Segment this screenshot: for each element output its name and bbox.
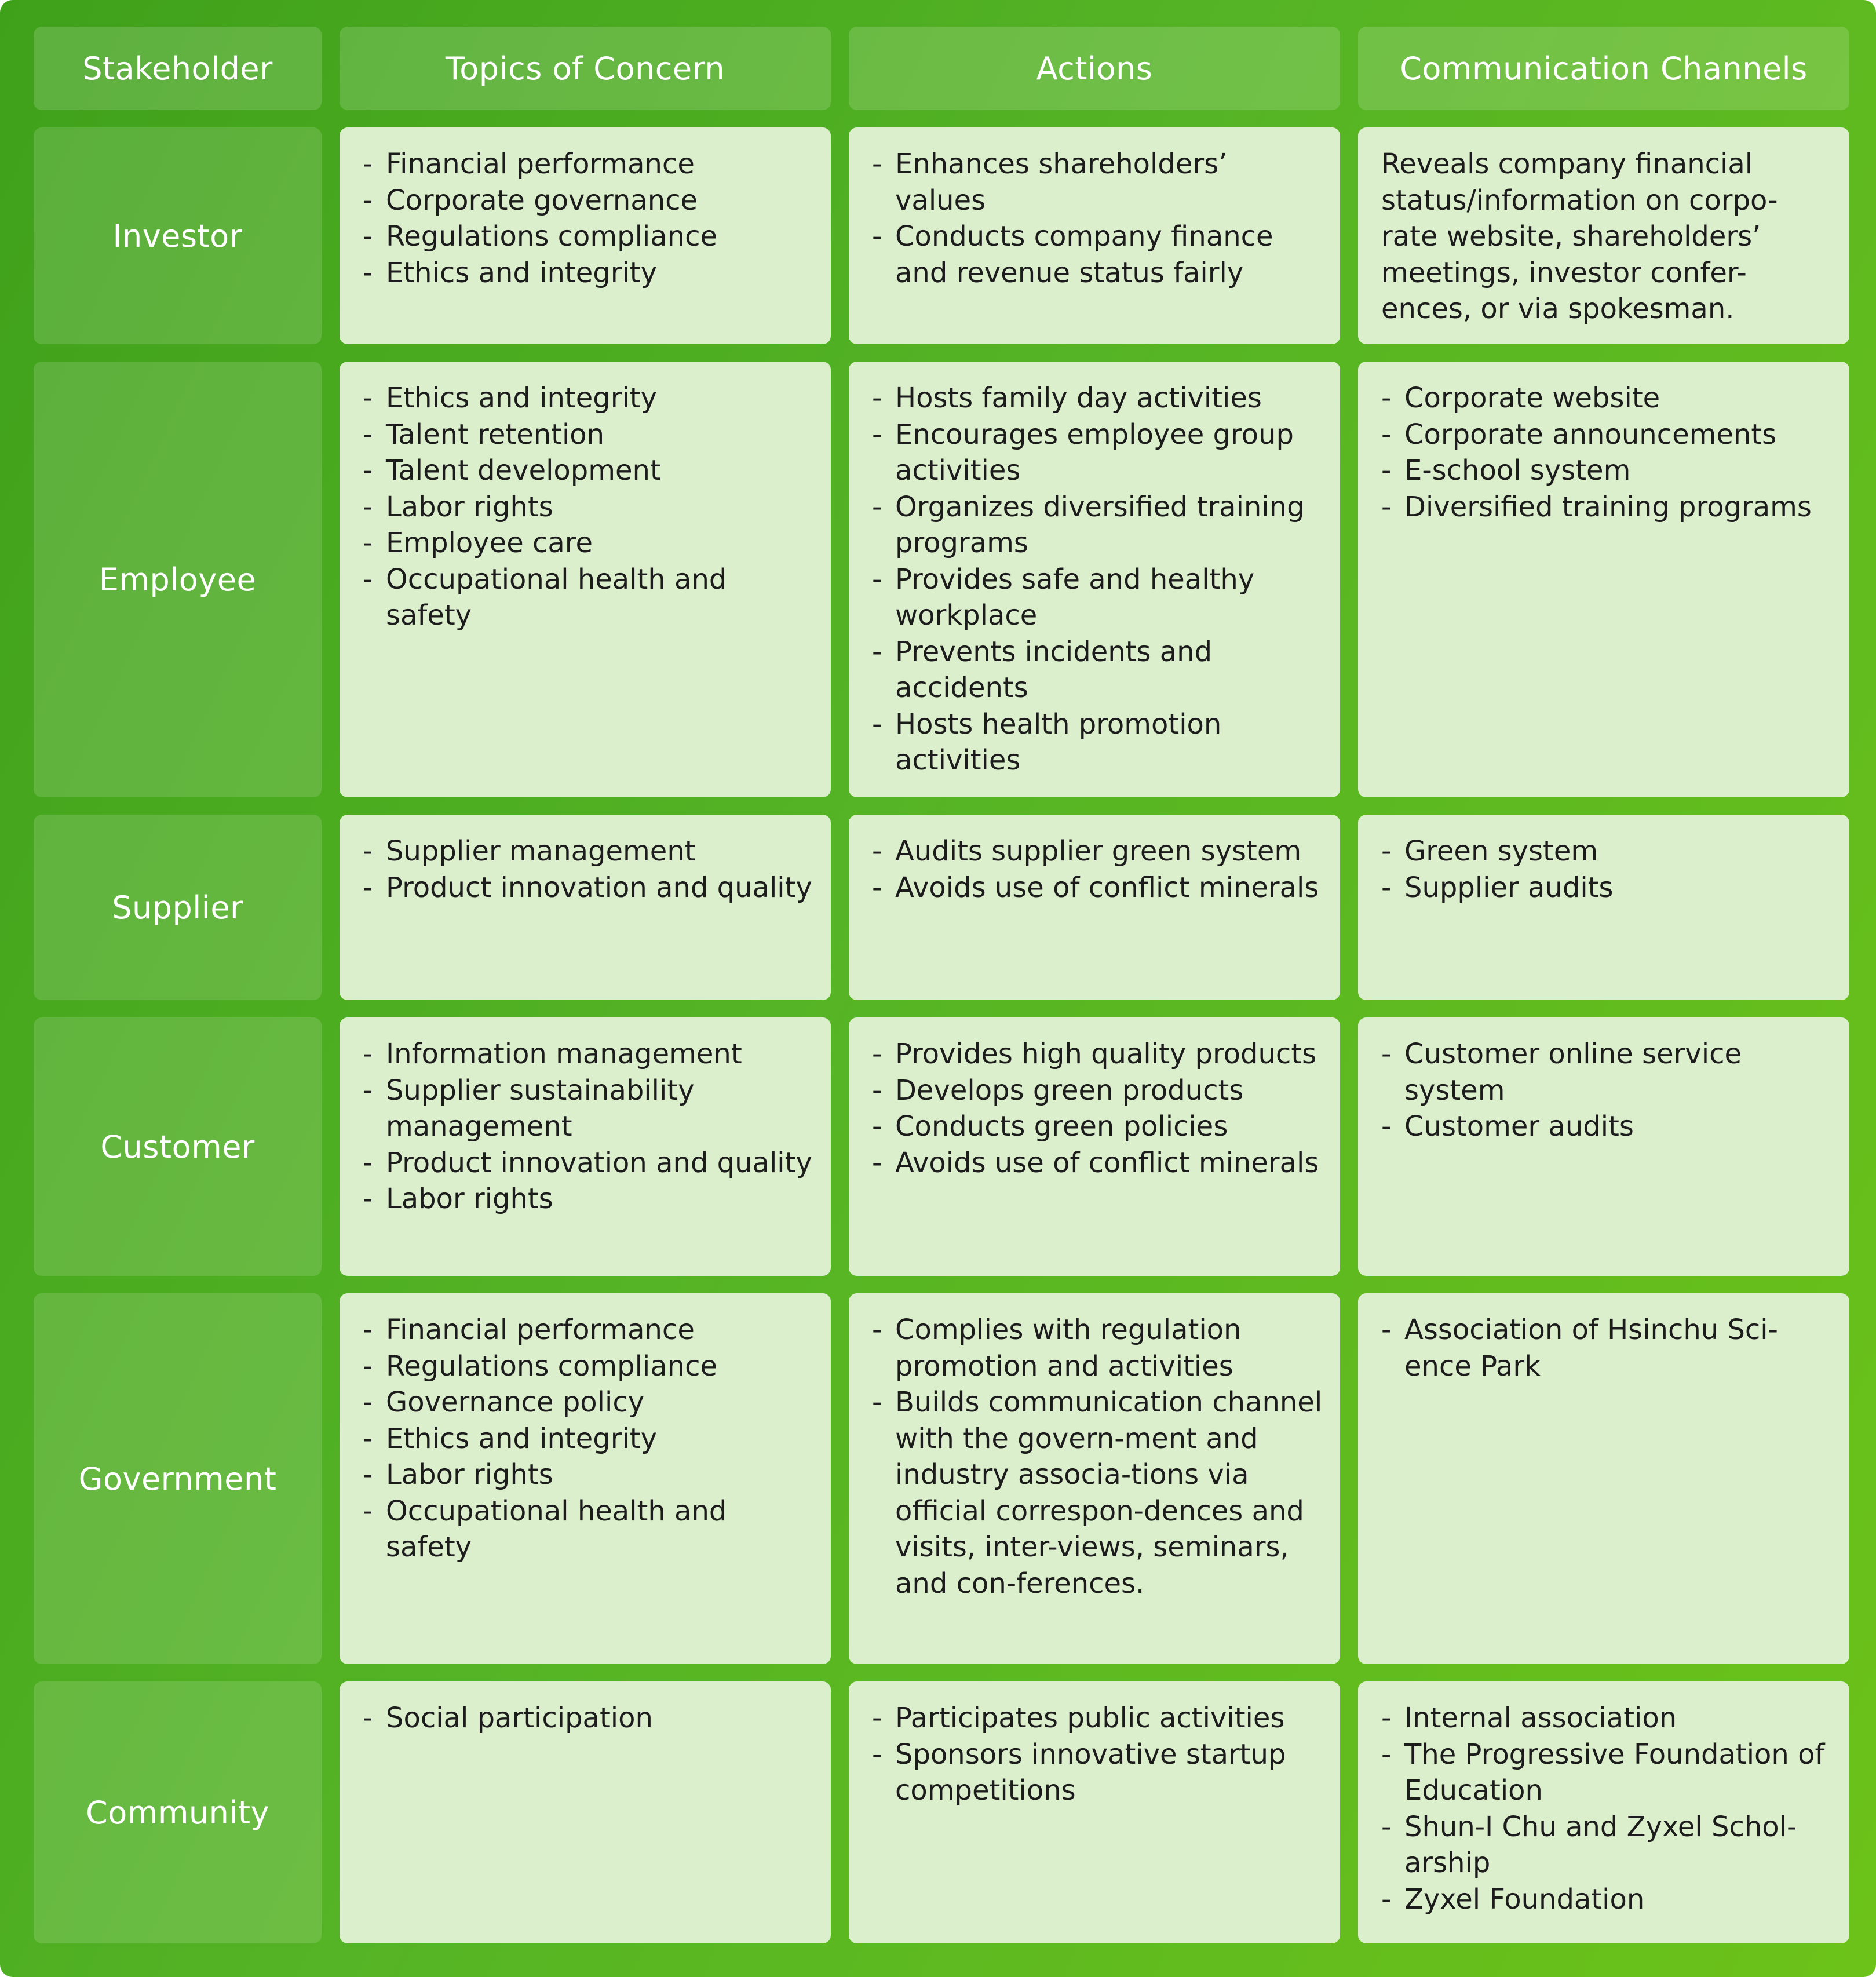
list-item: - Avoids use of conflict minerals	[872, 1145, 1323, 1181]
list-item: - Product innovation and quality	[363, 870, 813, 906]
government-channels-list	[1381, 1312, 1832, 1384]
community-topics-cell	[340, 1681, 831, 1943]
government-topics-list	[363, 1312, 813, 1566]
list-item: - Sponsors innovative startup competitions	[872, 1737, 1323, 1809]
customer-channels-cell	[1358, 1017, 1849, 1276]
list-item: - Audits supplier green system	[872, 833, 1323, 870]
list-item: - Encourages employee group activities	[872, 417, 1323, 489]
list-item: - Hosts health promotion activities	[872, 706, 1323, 779]
employee-topics-list	[363, 380, 813, 634]
list-item: - Complies with regulation promotion and activities	[872, 1312, 1323, 1384]
employee-actions-list	[872, 380, 1323, 779]
list-item: - Supplier management	[363, 833, 813, 870]
community-actions-list	[872, 1700, 1323, 1809]
list-item: - Provides safe and healthy workplace	[872, 561, 1323, 634]
list-item: - Conducts company finance and revenue status fairly	[872, 218, 1323, 291]
list-item: - Labor rights	[363, 1181, 813, 1217]
supplier-channels-list	[1381, 833, 1832, 906]
list-item: - Labor rights	[363, 489, 813, 526]
list-item: - Product innovation and quality	[363, 1145, 813, 1181]
customer-actions-list	[872, 1036, 1323, 1181]
header-stakeholder: Stakeholder	[34, 27, 322, 110]
investor-topics-cell	[340, 127, 831, 344]
employee-channels-cell	[1358, 362, 1849, 797]
employee-topics-cell	[340, 362, 831, 797]
stakeholder-government: Government	[34, 1293, 322, 1664]
list-item: - Information management	[363, 1036, 813, 1073]
list-item: - Zyxel Foundation	[1381, 1881, 1832, 1918]
stakeholder-community: Community	[34, 1681, 322, 1943]
customer-topics-list	[363, 1036, 813, 1217]
list-item: - Ethics and integrity	[363, 1421, 813, 1457]
supplier-topics-list	[363, 833, 813, 906]
header-topics-of-concern: Topics of Concern	[340, 27, 831, 110]
list-item: - Conducts green policies	[872, 1108, 1323, 1145]
government-actions-cell	[849, 1293, 1340, 1664]
list-item: - Diversified training programs	[1381, 489, 1832, 526]
list-item: - Shun-I Chu and Zyxel Schol-arship	[1381, 1809, 1832, 1881]
stakeholder-supplier: Supplier	[34, 815, 322, 1000]
list-item: - Builds communication channel with the govern-ment and industry associa-tions via official correspon-dences and visits, inter-views, seminars, and con-ferences.	[872, 1384, 1323, 1602]
stakeholder-customer: Customer	[34, 1017, 322, 1276]
list-item: - Association of Hsinchu Sci-ence Park	[1381, 1312, 1832, 1384]
community-actions-cell	[849, 1681, 1340, 1943]
list-item: - Regulations compliance	[363, 218, 813, 255]
customer-topics-cell	[340, 1017, 831, 1276]
list-item: - Corporate governance	[363, 183, 813, 219]
community-channels-cell	[1358, 1681, 1849, 1943]
investor-topics-list	[363, 146, 813, 291]
government-actions-list	[872, 1312, 1323, 1602]
list-item: - Governance policy	[363, 1384, 813, 1421]
list-item: - Green system	[1381, 833, 1832, 870]
list-item: - Internal association	[1381, 1700, 1832, 1737]
customer-actions-cell	[849, 1017, 1340, 1276]
header-actions: Actions	[849, 27, 1340, 110]
supplier-topics-cell	[340, 815, 831, 1000]
list-item: - Provides high quality products	[872, 1036, 1323, 1073]
investor-actions-list	[872, 146, 1323, 291]
investor-channels-text: Reveals company financial status/information on corpo-rate website, shareholders’ meetings, investor confer-ences, or via spokesman.	[1381, 148, 1778, 325]
customer-channels-list	[1381, 1036, 1832, 1145]
stakeholder-table	[34, 27, 1851, 1943]
list-item: - Customer audits	[1381, 1108, 1832, 1145]
community-topics-list	[363, 1700, 813, 1737]
list-item: - Customer online service system	[1381, 1036, 1832, 1108]
list-item: - Labor rights	[363, 1457, 813, 1493]
list-item: - Develops green products	[872, 1073, 1323, 1109]
list-item: - Talent development	[363, 453, 813, 489]
list-item: - Talent retention	[363, 417, 813, 453]
list-item: - Supplier sustainability management	[363, 1073, 813, 1145]
stakeholder-employee: Employee	[34, 362, 322, 797]
list-item: - Enhances shareholders’ values	[872, 146, 1323, 218]
investor-actions-cell	[849, 127, 1340, 344]
list-item: - E-school system	[1381, 453, 1832, 489]
list-item: - Social participation	[363, 1700, 813, 1737]
supplier-actions-list	[872, 833, 1323, 906]
list-item: - Participates public activities	[872, 1700, 1323, 1737]
list-item: - Corporate announcements	[1381, 417, 1832, 453]
supplier-actions-cell	[849, 815, 1340, 1000]
list-item: - The Progressive Foundation of Education	[1381, 1737, 1832, 1809]
list-item: - Corporate website	[1381, 380, 1832, 417]
list-item: - Financial performance	[363, 1312, 813, 1348]
list-item: - Financial performance	[363, 146, 813, 183]
government-channels-cell	[1358, 1293, 1849, 1664]
list-item: - Regulations compliance	[363, 1348, 813, 1385]
list-item: - Supplier audits	[1381, 870, 1832, 906]
government-topics-cell	[340, 1293, 831, 1664]
stakeholder-investor: Investor	[34, 127, 322, 344]
employee-actions-cell	[849, 362, 1340, 797]
header-communication-channels: Communication Channels	[1358, 27, 1849, 110]
list-item: - Hosts family day activities	[872, 380, 1323, 417]
list-item: - Ethics and integrity	[363, 380, 813, 417]
list-item: - Ethics and integrity	[363, 255, 813, 291]
community-channels-list	[1381, 1700, 1832, 1917]
supplier-channels-cell	[1358, 815, 1849, 1000]
list-item: - Occupational health and safety	[363, 561, 813, 634]
list-item: - Occupational health and safety	[363, 1493, 813, 1566]
list-item: - Organizes diversified training programs	[872, 489, 1323, 561]
list-item: - Prevents incidents and accidents	[872, 634, 1323, 706]
employee-channels-list	[1381, 380, 1832, 525]
investor-channels-cell	[1358, 127, 1849, 344]
list-item: - Employee care	[363, 525, 813, 561]
list-item: - Avoids use of conflict minerals	[872, 870, 1323, 906]
